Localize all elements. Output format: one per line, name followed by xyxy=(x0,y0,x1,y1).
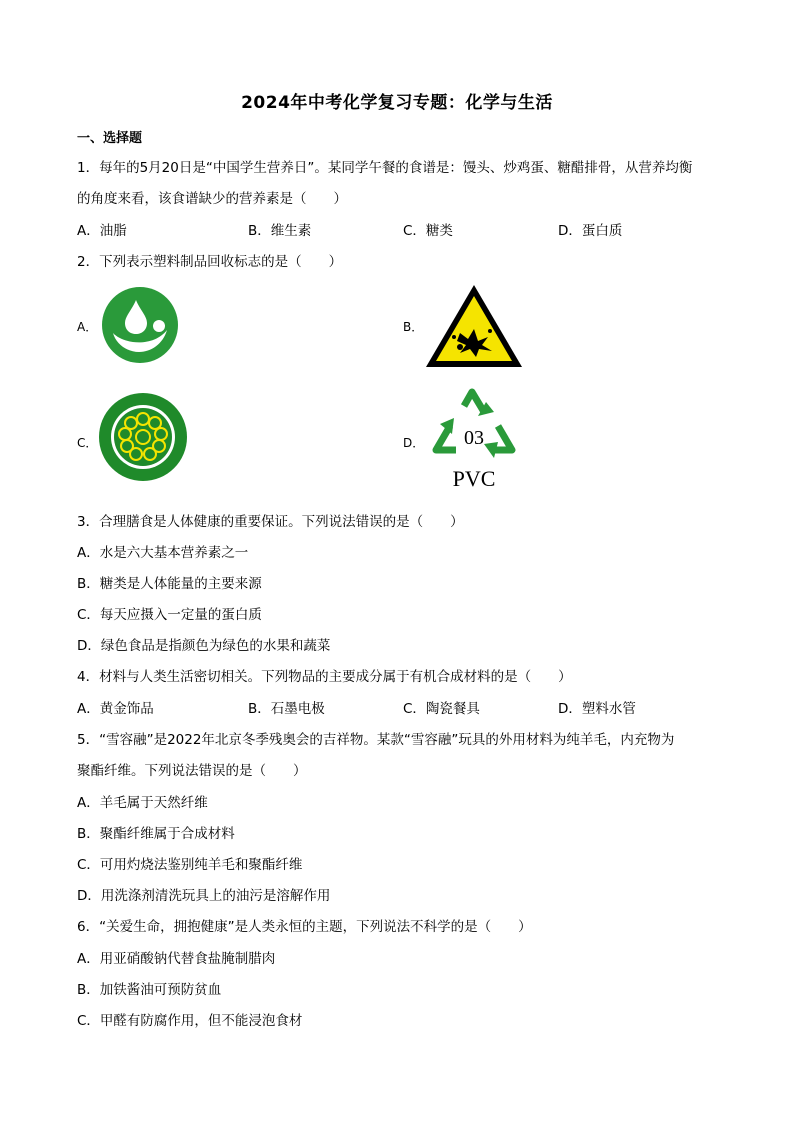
q2-option-b-label: B． xyxy=(403,320,424,334)
explosive-warning-icon xyxy=(424,283,524,369)
q5-option-b: B．聚酯纤维属于合成材料 xyxy=(77,826,235,842)
q2-option-d-label: D． xyxy=(403,436,425,450)
q1-option-b: B．维生素 xyxy=(248,223,312,239)
q4-stem: 4．材料与人类生活密切相关。下列物品的主要成分属于有机合成材料的是（ ） xyxy=(77,669,572,685)
q6-option-b: B．加铁酱油可预防贫血 xyxy=(77,982,222,998)
section-heading: 一、选择题 xyxy=(77,131,143,146)
q6-stem: 6．“关爱生命，拥抱健康”是人类永恒的主题，下列说法不科学的是（ ） xyxy=(77,919,532,935)
q4-option-d: D．塑料水管 xyxy=(558,701,636,717)
q2-option-a-label: A． xyxy=(77,320,98,334)
q2-stem: 2．下列表示塑料制品回收标志的是（ ） xyxy=(77,254,343,270)
q5-option-d: D．用洗涤剂清洗玩具上的油污是溶解作用 xyxy=(77,888,331,904)
q5-stem-line2: 聚酯纤维。下列说法错误的是（ ） xyxy=(77,763,307,779)
page-title: 2024年中考化学复习专题：化学与生活 xyxy=(241,93,553,113)
q1-option-c: C．糖类 xyxy=(403,223,453,239)
q4-option-c: C．陶瓷餐具 xyxy=(403,701,480,717)
q5-option-a: A．羊毛属于天然纤维 xyxy=(77,795,208,811)
q6-option-a: A．用亚硝酸钠代替食盐腌制腊肉 xyxy=(77,951,276,967)
q3-option-b: B．糖类是人体能量的主要来源 xyxy=(77,576,262,592)
environmental-label-icon xyxy=(98,392,188,482)
q1-stem-line2: 的角度来看，该食谱缺少的营养素是（ ） xyxy=(77,191,347,207)
q4-option-a: A．黄金饰品 xyxy=(77,701,154,717)
q5-stem-line1: 5．“雪容融”是2022年北京冬季残奥会的吉祥物。某款“雪容融”玩具的外用材料为纯羊毛，内充物为 xyxy=(77,732,675,748)
pvc-code: 03 xyxy=(464,427,484,449)
q3-stem: 3．合理膳食是人体健康的重要保证。下列说法错误的是（ ） xyxy=(77,514,464,530)
pvc-text: PVC xyxy=(452,466,496,491)
q1-option-d: D．蛋白质 xyxy=(558,223,623,239)
q4-option-b: B．石墨电极 xyxy=(248,701,325,717)
q1-option-a: A．油脂 xyxy=(77,223,127,239)
q3-option-c: C．每天应摄入一定量的蛋白质 xyxy=(77,607,262,623)
pvc-recycling-icon xyxy=(428,386,520,491)
q1-stem-line1: 1．每年的5月20日是“中国学生营养日”。某同学午餐的食谱是：馒头、炒鸡蛋、糖醋排骨，从营养均衡 xyxy=(77,160,693,176)
q3-option-a: A．水是六大基本营养素之一 xyxy=(77,545,249,561)
water-saving-icon xyxy=(101,286,179,364)
q6-option-c: C．甲醛有防腐作用，但不能浸泡食材 xyxy=(77,1013,303,1029)
q3-option-d: D．绿色食品是指颜色为绿色的水果和蔬菜 xyxy=(77,638,331,654)
q5-option-c: C．可用灼烧法鉴别纯羊毛和聚酯纤维 xyxy=(77,857,303,873)
q2-option-c-label: C． xyxy=(77,436,98,450)
